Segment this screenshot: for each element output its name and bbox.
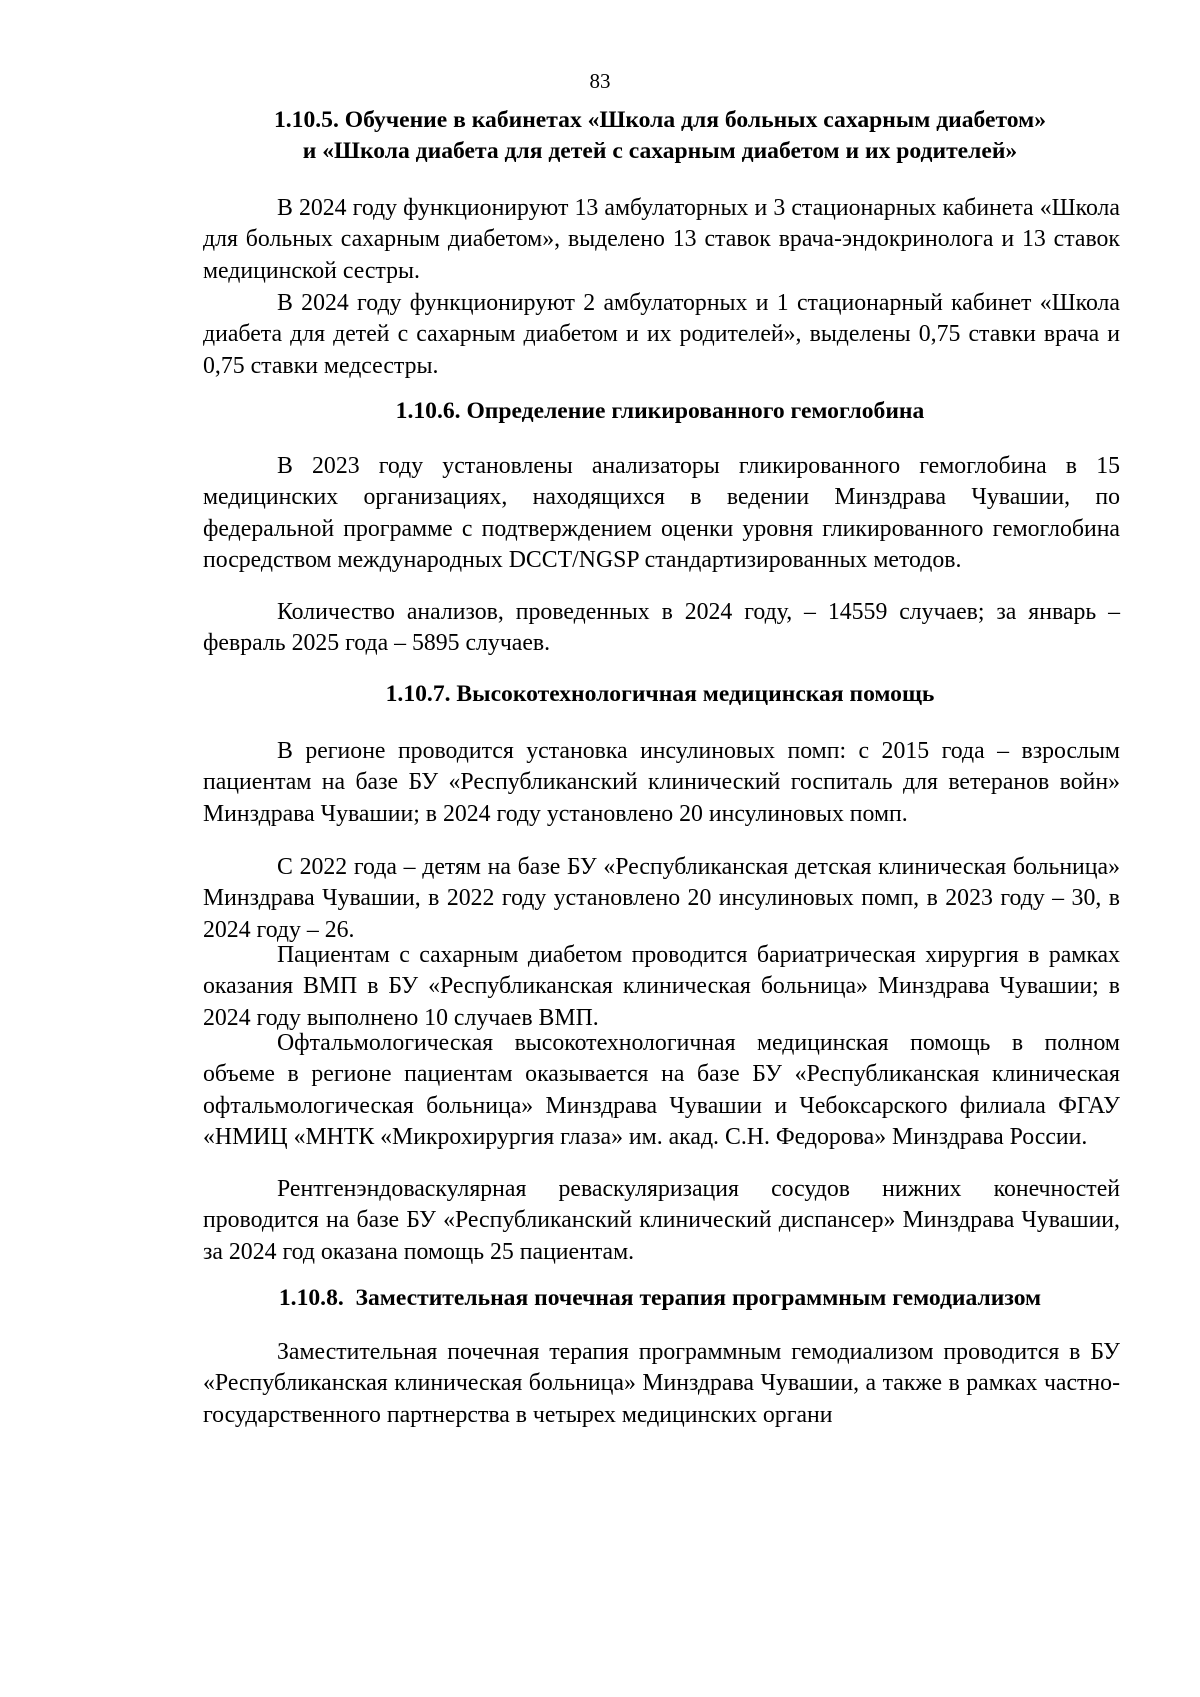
section-heading-line: 1.10.5. Обучение в кабинетах «Школа для больных сахарным диабетом» — [273, 107, 1047, 133]
paragraph: В 2023 году установлены анализаторы гликированного гемоглобина в 15 медицинских организациях, находящихся в ведении Минздрава Чувашии, по федеральной программе с подтверждением оценки уровня гликированного гемоглобина посредством международных DCCT/NGSP стандартизированных методов. — [203, 453, 1120, 574]
section-heading-1-10-6: 1.10.6. Определение гликированного гемоглобина — [395, 398, 925, 424]
section-heading-1-10-8: 1.10.8. Заместительная почечная терапия программным гемодиализом — [278, 1285, 1042, 1311]
paragraph: В регионе проводится установка инсулиновых помп: с 2015 года – взрослым пациентам на базе БУ «Республиканский клинический госпиталь для ветеранов войн» Минздрава Чувашии; в 2024 году установлено 20 инсулиновых помп. — [203, 738, 1120, 827]
paragraph: Заместительная почечная терапия программным гемодиализом проводится в БУ «Республиканская клиническая больница» Минздрава Чувашии, а также в рамках частно-государственного партнерства в четырех медицинских органи — [203, 1339, 1120, 1428]
page-number: 83 — [589, 69, 611, 93]
paragraph: В 2024 году функционируют 13 амбулаторных и 3 стационарных кабинета «Школа для больных сахарным диабетом», выделено 13 ставок врача-эндокринолога и 13 ставок медицинской сестры. — [203, 195, 1120, 284]
paragraph: Количество анализов, проведенных в 2024 году, – 14559 случаев; за январь – февраль 2025 года – 5895 случаев. — [203, 599, 1120, 657]
section-heading-line: и «Школа диабета для детей с сахарным диабетом и их родителей» — [302, 138, 1018, 164]
paragraph: В 2024 году функционируют 2 амбулаторных и 1 стационарный кабинет «Школа диабета для детей с сахарным диабетом и их родителей», выделены 0,75 ставки врача и 0,75 ставки медсестры. — [203, 290, 1120, 379]
paragraph: Рентгенэндоваскулярная реваскуляризация сосудов нижних конечностей проводится на базе БУ «Республиканский клинический диспансер» Минздрава Чувашии, за 2024 год оказана помощь 25 пациентам. — [203, 1176, 1120, 1265]
paragraph: Офтальмологическая высокотехнологичная медицинская помощь в полном объеме в регионе пациентам оказывается на базе БУ «Республиканская клиническая офтальмологическая больница» Минздрава Чувашии и Чебоксарского филиала ФГАУ «НМИЦ «МНТК «Микрохирургия глаза» им. акад. С.Н. Федорова» Минздрава России. — [203, 1030, 1120, 1151]
section-heading-1-10-5 — [200, 105, 1120, 167]
paragraph: С 2022 года – детям на базе БУ «Республиканская детская клиническая больница» Минздрава Чувашии, в 2022 году установлено 20 инсулиновых помп, в 2023 году – 30, в 2024 году – 26. — [203, 854, 1120, 943]
paragraph: Пациентам с сахарным диабетом проводится бариатрическая хирургия в рамках оказания ВМП в БУ «Республиканская клиническая больница» Минздрава Чувашии; в 2024 году выполнено 10 случаев ВМП. — [203, 942, 1120, 1031]
section-heading-1-10-7: 1.10.7. Высокотехнологичная медицинская помощь — [385, 681, 935, 707]
